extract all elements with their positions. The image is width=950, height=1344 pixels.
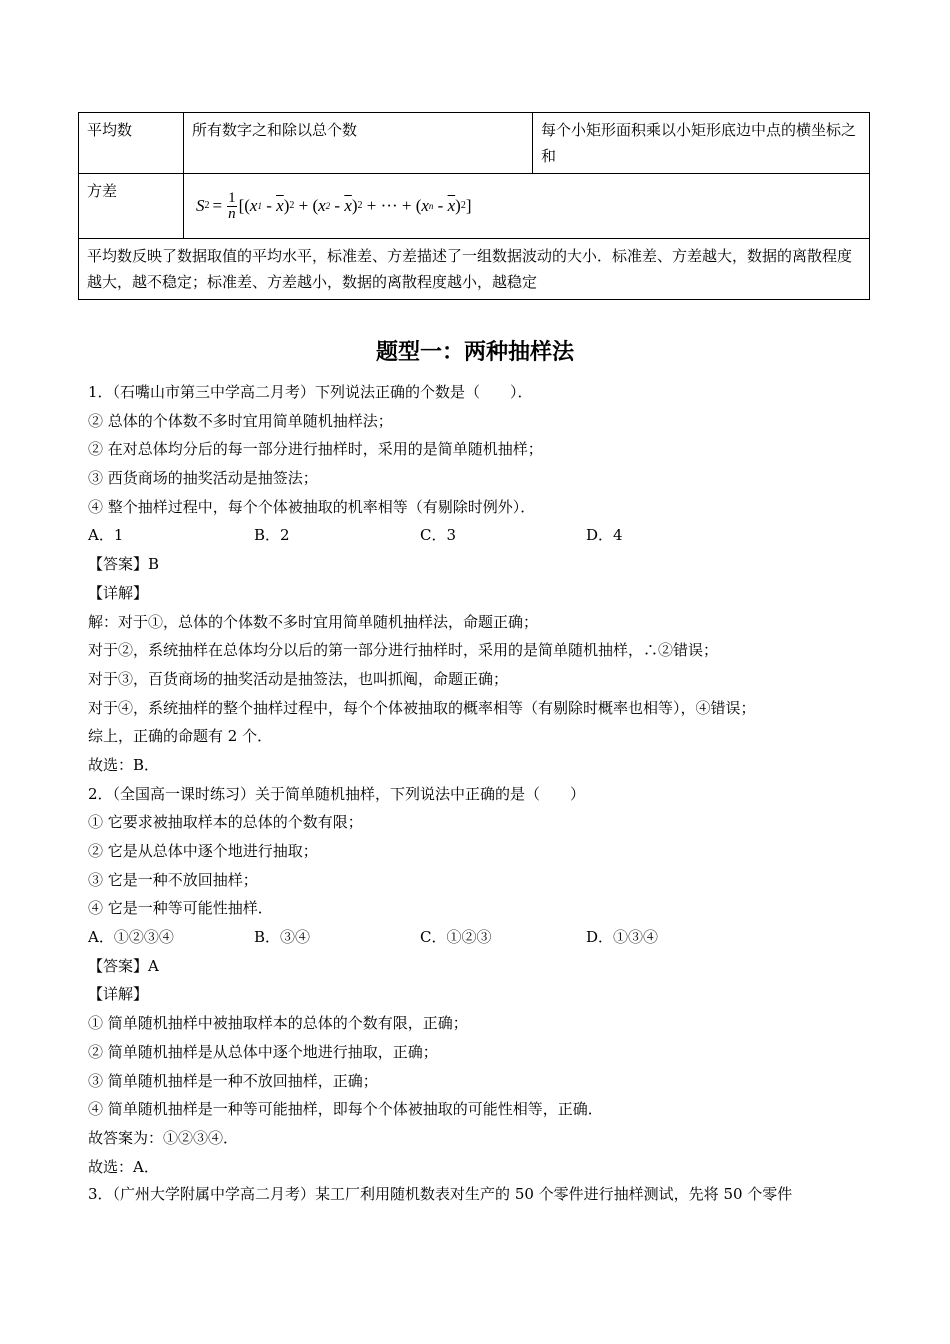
question-2-item: ③ 它是一种不放回抽样； [88, 870, 258, 889]
answer-label: 【答案】A [88, 956, 159, 975]
question-list [88, 378, 888, 1181]
detail-line: ④ 简单随机抽样是一种等可能抽样，即每个个体被抽取的可能性相等，正确． [88, 1100, 603, 1119]
detail-line: ② 简单随机抽样是从总体中逐个地进行抽取，正确； [88, 1042, 438, 1061]
question-1-options [88, 521, 888, 550]
detail-line: 故选：A． [88, 1157, 159, 1176]
section-title: 题型一：两种抽样法 [375, 340, 574, 365]
option-a: A．1 [88, 526, 124, 545]
statistics-summary-table [78, 112, 870, 300]
option-d: D．4 [586, 526, 623, 545]
detail-line: 对于②，系统抽样在总体均分以后的第一部分进行抽样时，采用的是简单随机抽样，∴②错误； [88, 641, 719, 660]
detail-line: ① 简单随机抽样中被抽取样本的总体的个数有限，正确； [88, 1014, 468, 1033]
question-2-item: ① 它要求被抽取样本的总体的个数有限； [88, 813, 363, 832]
detail-line: 解：对于①，总体的个体数不多时宜用简单随机抽样法，命题正确； [88, 612, 539, 631]
table-row [79, 174, 870, 239]
detail-line: 故答案为：①②③④． [88, 1128, 239, 1147]
table-cell: 所有数字之和除以总个数 [184, 113, 533, 174]
question-1-stem: 1．（石嘴山市第三中学高二月考）下列说法正确的个数是（ ）． [88, 383, 533, 401]
answer-label: 【答案】B [88, 555, 160, 574]
question-2-options [88, 923, 888, 952]
table-cell-label: 方差 [79, 174, 184, 239]
option-c: C．①②③ [420, 928, 492, 947]
table-row [79, 113, 870, 174]
option-d: D．①③④ [586, 928, 659, 947]
table-note: 平均数反映了数据取值的平均水平，标准差、方差描述了一组数据波动的大小．标准差、方差越大，数据的离散程度越大，越不稳定；标准差、方差越小，数据的离散程度越小，越稳定 [79, 239, 870, 300]
variance-formula: S 2 = $\frac{1}{n}$ [( x 1 - $\overline{x}$ ) 2 + ( x 2 - $\overline{x}$ ) 2 + ··· + ( x n - $\overline{x}$ ) 2 ] [196, 189, 472, 222]
question-1-item: ④ 整个抽样过程中，每个个体被抽取的机率相等（有剔除时例外）． [88, 497, 536, 516]
detail-line: ③ 简单随机抽样是一种不放回抽样，正确； [88, 1071, 378, 1090]
variance-formula-cell [184, 174, 870, 239]
question-3-stem: 3．（广州大学附属中学高二月考）某工厂利用随机数表对生产的 50 个零件进行抽样测试，先将 50 个零件 [88, 1185, 793, 1203]
detail-line: 综上，正确的命题有 2 个． [88, 727, 273, 746]
detail-label: 【详解】 [88, 985, 149, 1004]
detail-label: 【详解】 [88, 583, 149, 602]
option-b: B．2 [254, 526, 290, 545]
option-c: C．3 [420, 526, 457, 545]
detail-line: 故选：B． [88, 755, 160, 774]
fraction: $\frac{1}{n}$ [228, 189, 236, 222]
question-2-item: ② 它是从总体中逐个地进行抽取； [88, 842, 318, 860]
question-2-item: ④ 它是一种等可能性抽样． [88, 899, 273, 918]
detail-line: 对于④，系统抽样的整个抽样过程中，每个个体被抽取的概率相等（有剔除时概率也相等），④错误； [88, 698, 756, 717]
detail-line: 对于③，百货商场的抽奖活动是抽签法，也叫抓阄，命题正确； [88, 669, 509, 688]
question-1-item: ② 在对总体均分后的每一部分进行抽样时，采用的是简单随机抽样； [88, 440, 543, 459]
option-a: A．①②③④ [88, 928, 174, 947]
table-cell: 每个小矩形面积乘以小矩形底边中点的横坐标之和 [533, 113, 870, 174]
table-cell-label: 平均数 [79, 113, 184, 174]
question-1-item: ② 总体的个体数不多时宜用简单随机抽样法； [88, 411, 393, 430]
option-b: B．③④ [254, 928, 311, 947]
table-row [79, 239, 870, 300]
question-2-stem: 2．（全国高一课时练习）关于简单随机抽样，下列说法中正确的是（ ） [88, 784, 586, 803]
question-1-item: ③ 西货商场的抽奖活动是抽签法； [88, 469, 318, 488]
